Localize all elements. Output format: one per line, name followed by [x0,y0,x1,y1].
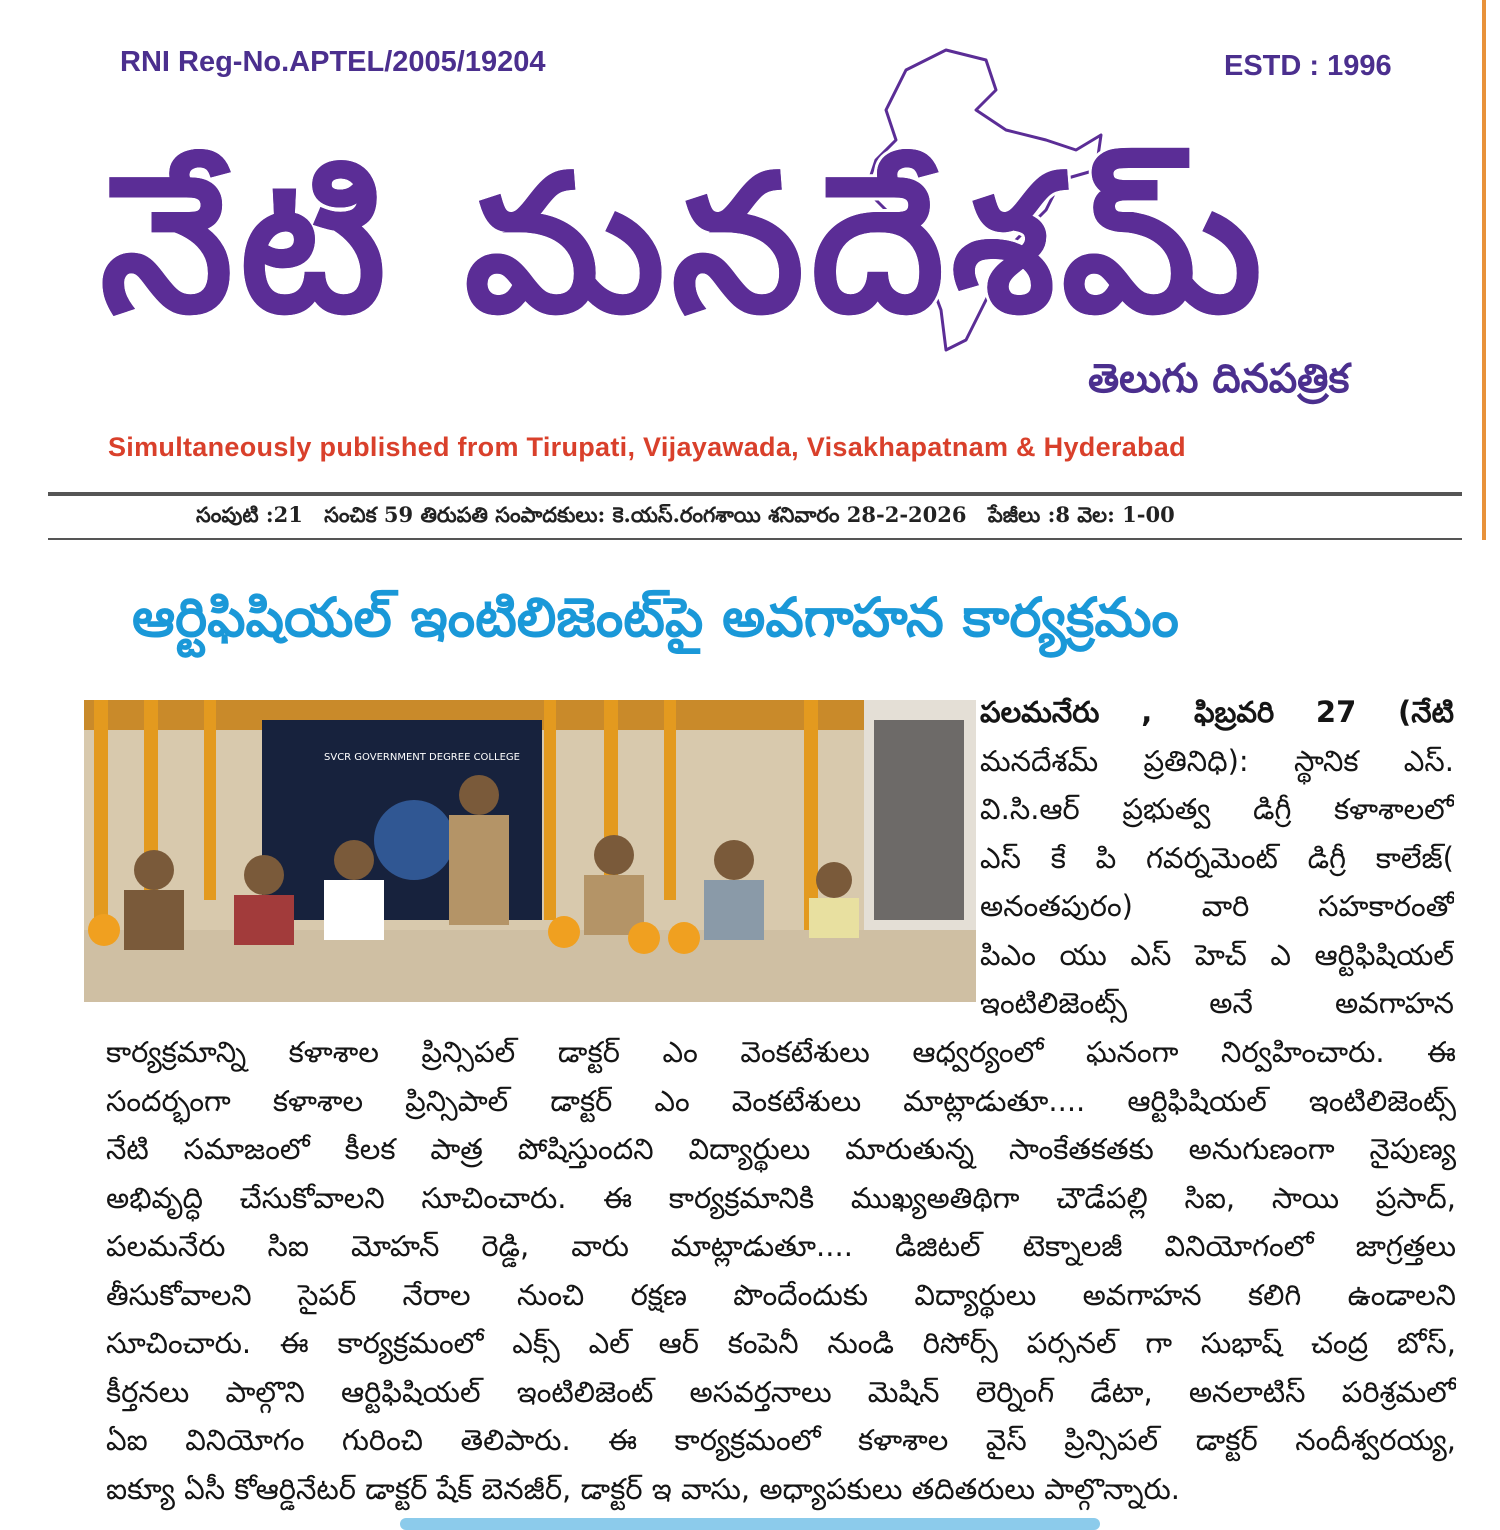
article-line: సందర్భంగా కళాశాల ప్రిన్సిపాల్ డాక్టర్ ఎం వెంకటేశులు మాట్లాడుతూ.... ఆర్టిఫిషియల్ ఇంటిలిజెంట్స్ [106,1083,1456,1118]
article-line: ఐక్యూ ఏసీ కోఆర్డినేటర్ డాక్టర్ షేక్ బెనజీర్, డాక్టర్ ఇ వాసు, అధ్యాపకులు తదితరులు పాల్గొన్నారు. [106,1471,1181,1506]
established-year: ESTD : 1996 [1224,50,1392,82]
publication-cities: Simultaneously published from Tirupati, Vijayawada, Visakhapatnam & Hyderabad [108,432,1186,462]
bottom-rule [48,538,1462,540]
article-line: అనంతపురం) వారి సహకారంతో [980,889,1454,923]
issue-details: సంచిక 59 తిరుపతి సంపాదకులు: కె.యస్.రంగశాయి శనివారం 28-2-2026 [324,502,967,527]
article-right-column [980,688,1454,1028]
article-line: కీర్తనలు పాల్గొని ఆర్టిఫిషియల్ ఇంటిలిజెంట్ అసవర్తనాలు మెషిన్ లెర్నింగ్ డేటా, అనలాటిస్ పరిశ్రమలో [106,1374,1456,1409]
article-line: ఏఐ వినియోగం గురించి తెలిపారు. ఈ కార్యక్రమంలో కళాశాల వైస్ ప్రిన్సిపల్ డాక్టర్ నందీశ్వరయ్య, [106,1423,1456,1457]
event-photo [84,700,976,1002]
article-line: ఎస్ కే పి గవర్నమెంట్ డిగ్రీ కాలేజ్( [980,840,1454,875]
screen-title-text: SVCR GOVERNMENT DEGREE COLLEGE [324,752,520,763]
article-line: సూచించారు. ఈ కార్యక్రమంలో ఎక్స్ ఎల్ ఆర్ కంపెనీ నుండి రిసోర్స్ పర్సనల్ గా సుభాష్ చంద్ర బోస్, [106,1326,1456,1360]
next-headline-fragment [400,1518,1100,1530]
article-line: నేటి సమాజంలో కీలక పాత్ర పోషిస్తుందని విద్యార్థులు మారుతున్న సాంకేతకతకు అనుగుణంగా నైపుణ్య [106,1132,1456,1166]
volume-number: సంపుటి :21 [196,502,303,527]
article-line: వి.సి.ఆర్ ప్రభుత్వ డిగ్రీ కళాశాలలో [980,792,1454,826]
article-line: అభివృద్ధి చేసుకోవాలని సూచించారు. ఈ కార్యక్రమానికి ముఖ్యఅతిథిగా చౌడేపల్లి సిఐ, సాయి ప్రసాద్, [106,1180,1456,1215]
article-body [106,1028,1456,1513]
page-edge-stripe [1482,0,1486,540]
article-line: ఇంటిలిజెంట్స్ అనే అవగాహన [980,986,1454,1020]
rni-registration: RNI Reg-No.APTEL/2005/19204 [120,46,546,78]
masthead-title: నేటి మనదేశమ్ [100,134,1269,355]
article-line: తీసుకోవాలని సైపర్ నేరాల నుంచి రక్షణ పొందేందుకు విద్యార్థులు అవగాహన కలిగి ఉండాలని [106,1277,1456,1312]
article-line: కార్యక్రమాన్ని కళాశాల ప్రిన్సిపల్ డాక్టర్ ఎం వెంకటేశులు ఆధ్వర్యంలో ఘనంగా నిర్వహించారు. ఈ [106,1035,1456,1069]
article-line: మనదేశమ్ ప్రతినిధి): స్థానిక ఎస్. [980,743,1454,778]
page-price: పేజీలు :8 వెల: 1-00 [987,502,1175,527]
article-line: పలమనేరు సిఐ మోహన్ రెడ్డి, వారు మాట్లాడుతూ.... డిజిటల్ టెక్నాలజీ వినియోగంలో జాగ్రత్తలు [106,1229,1456,1263]
issue-info-bar [196,502,1189,533]
article-headline: ఆర్టిఫిషియల్ ఇంటిలిజెంట్‌పై అవగాహన కార్యక్రమం [132,586,1179,649]
article-line: పిఎం యు ఎస్ హెచ్ ఎ ఆర్టిఫిషియల్ [980,937,1454,972]
top-rule [48,492,1462,496]
masthead-subtitle: తెలుగు దినపత్రిక [1088,356,1350,402]
dateline-line-1: పలమనేరు , ఫిబ్రవరి 27 (నేటి [980,695,1454,729]
